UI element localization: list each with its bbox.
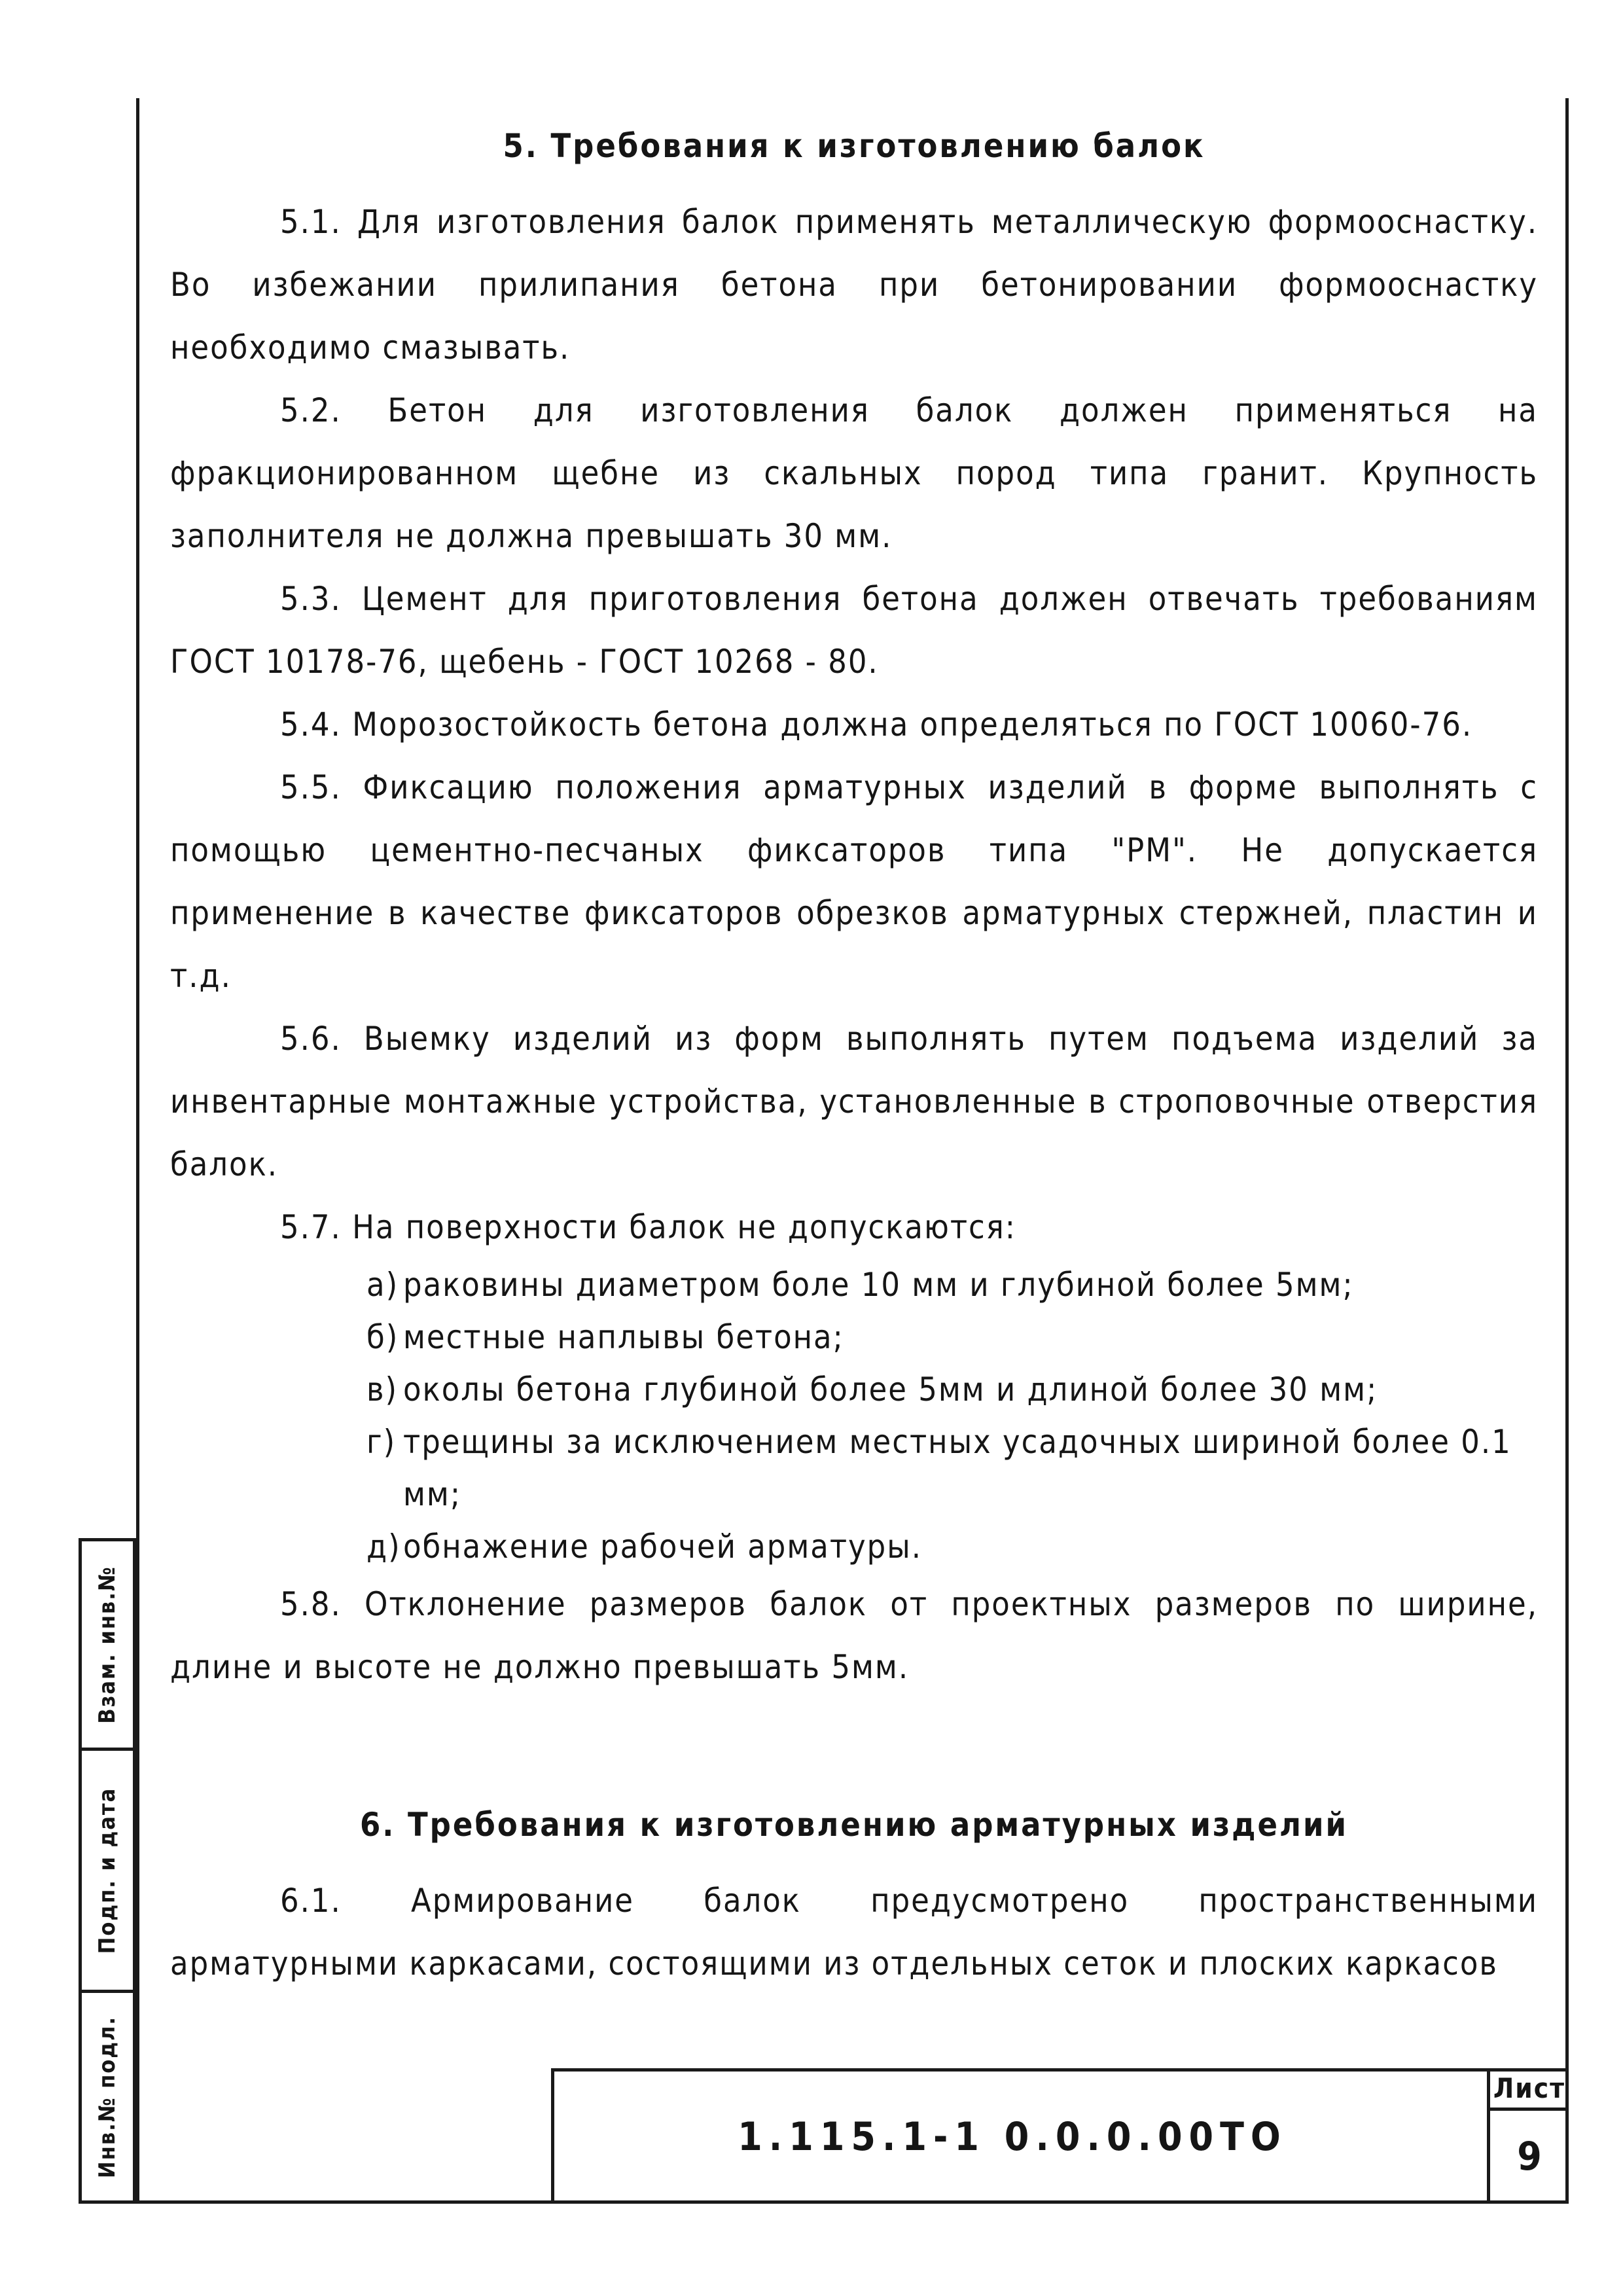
list-marker: а) bbox=[366, 1266, 399, 1304]
paragraph-5-4: 5.4. Морозостойкость бетона должна определяться по ГОСТ 10060-76. bbox=[280, 706, 1473, 744]
list-item bbox=[366, 1311, 1538, 1363]
paragraph-5-3: 5.3. Цемент для приготовления бетона должен отвечать требованиям ГОСТ 10178-76, щебень - ГОСТ 10268 - 80. bbox=[170, 580, 1538, 681]
document-body bbox=[170, 115, 1538, 1995]
list-item-text: трещины за исключением местных усадочных шириной более 0.1 мм; bbox=[403, 1423, 1512, 1513]
list-item bbox=[366, 1416, 1538, 1520]
list-item-text: местные наплывы бетона; bbox=[403, 1318, 844, 1356]
list-marker: д) bbox=[366, 1528, 401, 1566]
list-marker: г) bbox=[366, 1423, 397, 1461]
stamp-cell-inv-orig bbox=[82, 1993, 133, 2200]
sheet-number: 9 bbox=[1517, 2134, 1542, 2179]
list-item-text: раковины диаметром боле 10 мм и глубиной более 5мм; bbox=[403, 1266, 1354, 1304]
sheet-number-cell bbox=[1487, 2068, 1569, 2202]
paragraph-5-8: 5.8. Отклонение размеров балок от проектных размеров по ширине, длине и высоте не должно превышать 5мм. bbox=[170, 1585, 1538, 1686]
paragraph-5-7: 5.7. На поверхности балок не допускаются: bbox=[280, 1208, 1016, 1246]
sheet-label: Лист bbox=[1490, 2068, 1569, 2111]
section-5-heading: 5. Требования к изготовлению балок bbox=[503, 127, 1205, 165]
list-item bbox=[366, 1259, 1538, 1311]
side-stamp bbox=[79, 1538, 136, 2204]
stamp-sign-date: Подп. и дата bbox=[94, 1787, 120, 1954]
list-item-text: околы бетона глубиной более 5мм и длиной более 30 мм; bbox=[403, 1371, 1378, 1408]
frame-right-border bbox=[1565, 98, 1569, 2202]
frame-left-border bbox=[136, 98, 139, 2202]
defect-list bbox=[170, 1259, 1538, 1573]
section-6-heading: 6. Требования к изготовлению арматурных изделий bbox=[359, 1806, 1349, 1844]
paragraph-5-6: 5.6. Выемку изделий из форм выполнять путем подъема изделий за инвентарные монтажные устройства, установленные в строповочные отверстия балок. bbox=[170, 1020, 1538, 1183]
stamp-cell-replaced-inv bbox=[82, 1541, 133, 1751]
stamp-cell-sign-date bbox=[82, 1751, 133, 1993]
list-marker: б) bbox=[366, 1318, 399, 1356]
stamp-replaced-inv: Взам. инв.№ bbox=[94, 1565, 120, 1724]
title-block bbox=[551, 2068, 1565, 2202]
paragraph-5-5: 5.5. Фиксацию положения арматурных изделий в форме выполнять с помощью цементно-песчаных фиксаторов типа "РМ". Не допускается применение в качестве фиксаторов обрезков арматурных стержней, пластин и т.д. bbox=[170, 768, 1538, 995]
paragraph-6-1: 6.1. Армирование балок предусмотрено пространственными арматурными каркасами, состоящими из отдельных сеток и плоских каркасов bbox=[170, 1882, 1538, 1982]
list-marker: в) bbox=[366, 1371, 399, 1408]
list-item-text: обнажение рабочей арматуры. bbox=[403, 1528, 923, 1566]
list-item bbox=[366, 1363, 1538, 1416]
paragraph-5-2: 5.2. Бетон для изготовления балок должен применяться на фракционированном щебне из скальных пород типа гранит. Крупность заполнителя не должна превышать 30 мм. bbox=[170, 391, 1538, 555]
list-item bbox=[366, 1520, 1538, 1573]
stamp-inv-orig: Инв.№ подл. bbox=[94, 2015, 120, 2178]
document-code: 1.115.1-1 0.0.0.00ТО bbox=[738, 2114, 1287, 2160]
paragraph-5-1: 5.1. Для изготовления балок применять металлическую формооснастку. Во избежании прилипания бетона при бетонировании формооснастку необходимо смазывать. bbox=[170, 203, 1538, 367]
